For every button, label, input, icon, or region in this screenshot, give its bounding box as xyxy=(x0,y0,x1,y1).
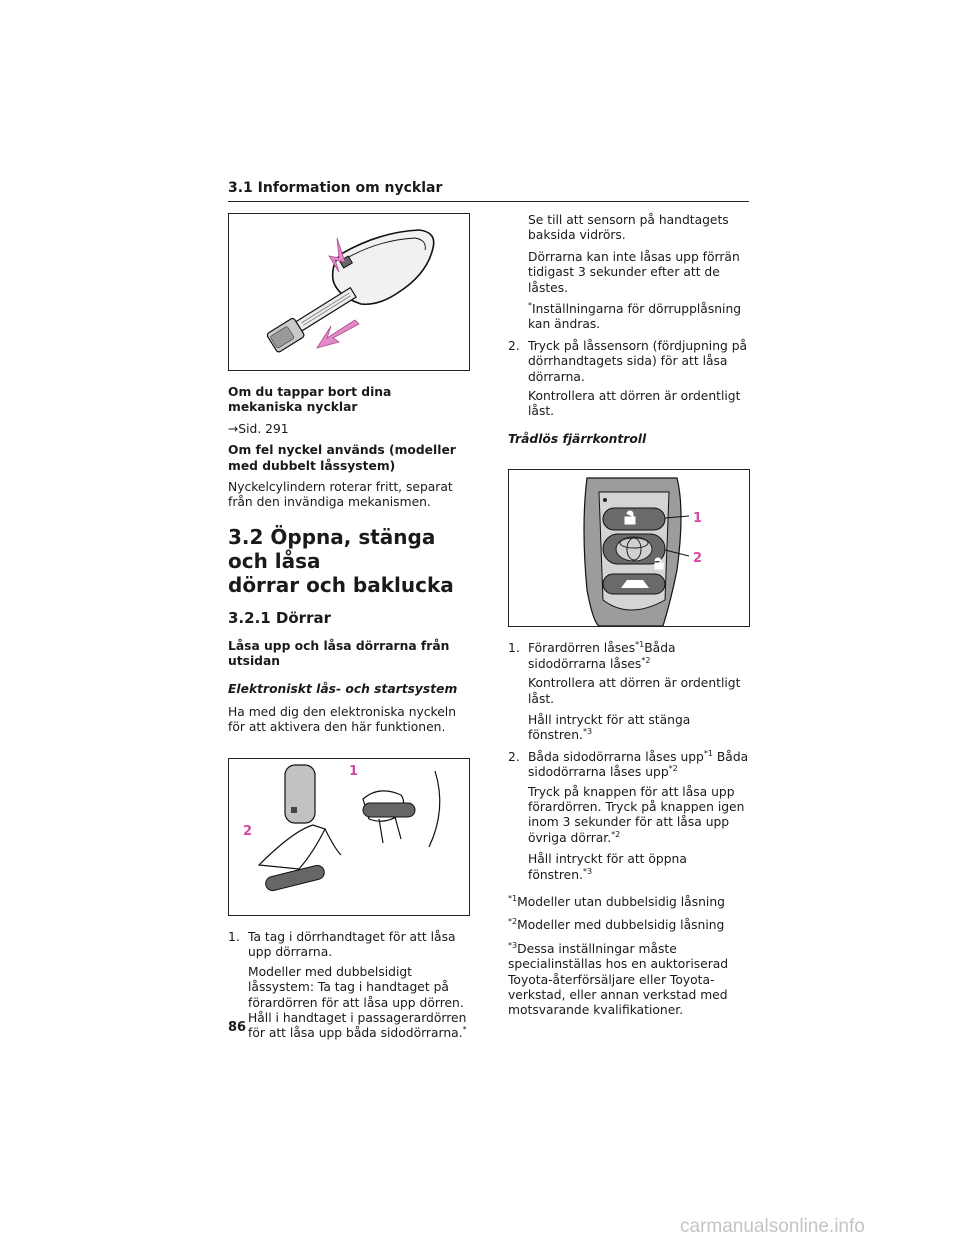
step-1-note-text: Modeller med dubbelsidigt låssystem: Ta tag i handtaget på förardörren för att låsa upp dörren. Håll i handtaget i passagerardörren för att låsa upp båda sidodörrarna. xyxy=(248,964,467,1041)
watermark: carmanualsonline.info xyxy=(680,1216,865,1237)
remote-label-2: 2 xyxy=(693,551,703,567)
left-column xyxy=(228,213,470,1048)
continued-text-3 xyxy=(508,302,754,333)
footnote-3: $^{*3}$Dessa inställningar måste specialinställas hos en auktoriserad Toyota-återförsäljare eller Toyota-verkstad, eller annan verkstad med motsvarande kvalifikationer. xyxy=(508,940,729,1018)
remote-step-1-text: Förardörren låses$^{*1}$Båda sidodörrarna låses$^{*2}$ xyxy=(528,640,676,671)
continued-sup: * xyxy=(528,301,532,311)
remote-step-2-note-1: Tryck på knappen för att låsa upp förardörren. Tryck på knappen igen inom 3 sekunder för att låsa upp övriga dörrar.$^{*2}$ xyxy=(528,784,745,845)
step-2-note: Kontrollera att dörren är ordentligt låst. xyxy=(528,389,741,419)
mechanical-key-illustration xyxy=(229,214,469,370)
step-1-text: Ta tag i dörrhandtaget för att låsa upp dörrarna. xyxy=(248,929,456,960)
wrong-key-text: Nyckelcylindern roterar fritt, separat från den invändiga mekanismen. xyxy=(228,480,453,510)
remote-step-1-note-1: Kontrollera att dörren är ordentligt låst. xyxy=(528,676,741,706)
chapter-title-line2: dörrar och baklucka xyxy=(228,572,454,597)
remote-label-1: 1 xyxy=(693,511,703,527)
door-handle-illustration xyxy=(229,759,469,915)
remote-heading: Trådlös fjärrkontroll xyxy=(508,431,647,446)
page-number: 86 xyxy=(228,1020,247,1035)
chapter-title xyxy=(228,525,470,597)
section-header: 3.1 Information om nycklar xyxy=(228,179,749,202)
smart-system-text: Ha med dig den elektroniska nyckeln för att aktivera den här funktionen. xyxy=(228,705,457,735)
indicator-light-icon xyxy=(603,498,607,502)
chapter-title-line1: 3.2 Öppna, stänga och låsa xyxy=(228,524,436,573)
step-2 xyxy=(508,339,754,385)
remote-illustration xyxy=(509,470,749,626)
smart-system-heading: Elektroniskt lås- och startsystem xyxy=(228,681,458,696)
footnote-2: $^{*2}$Modeller med dubbelsidig låsning xyxy=(508,917,725,933)
figure-label-2: 2 xyxy=(243,823,253,839)
step-1-note-sup: * xyxy=(462,1025,467,1035)
remote-step-2 xyxy=(508,750,754,781)
remote-step-2-text: Båda sidodörrarna låses upp$^{*1}$ Båda sidodörrarna låses upp$^{*2}$ xyxy=(528,748,749,780)
figure-mechanical-key xyxy=(228,213,470,371)
continued-text-3-body: Inställningarna för dörrupplåsning kan ändras. xyxy=(528,302,742,332)
step-2-text: Tryck på låssensorn (fördjupning på dörrhandtagets sida) för att låsa dörrarna. xyxy=(528,338,748,384)
remote-step-1 xyxy=(508,641,754,672)
remote-step-1-note-2: Håll intryckt för att stänga fönstren.$^{*3}$ xyxy=(528,712,691,743)
step-1-note xyxy=(228,965,470,1042)
step-1-number: 1. xyxy=(228,929,240,944)
figure-door-handle xyxy=(228,758,470,916)
lost-key-heading: Om du tappar bort dina mekaniska nycklar xyxy=(228,385,392,415)
wrong-key-heading: Om fel nyckel används (modeller med dubbelt låssystem) xyxy=(228,443,456,473)
step-2-number: 2. xyxy=(508,338,520,353)
lost-key-reference[interactable]: →Sid. 291 xyxy=(228,421,289,436)
footnote-1: $^{*1}$Modeller utan dubbelsidig låsning xyxy=(508,893,725,909)
step-1 xyxy=(228,930,470,961)
continued-text-1: Se till att sensorn på handtagets baksida vidrörs. xyxy=(528,213,729,243)
continued-text-2: Dörrarna kan inte låsas upp förrän tidigast 3 sekunder efter att de låstes. xyxy=(528,249,740,295)
unlock-heading: Låsa upp och låsa dörrarna från utsidan xyxy=(228,638,450,669)
figure-label-1: 1 xyxy=(349,763,359,779)
subsection-title: 3.2.1 Dörrar xyxy=(228,608,332,627)
figure-remote xyxy=(508,469,750,627)
remote-step-1-number: 1. xyxy=(508,641,520,656)
remote-step-2-number: 2. xyxy=(508,749,520,764)
remote-step-2-note-2: Håll intryckt för att öppna fönstren.$^{*3}$ xyxy=(528,852,687,882)
right-column xyxy=(508,213,754,1027)
